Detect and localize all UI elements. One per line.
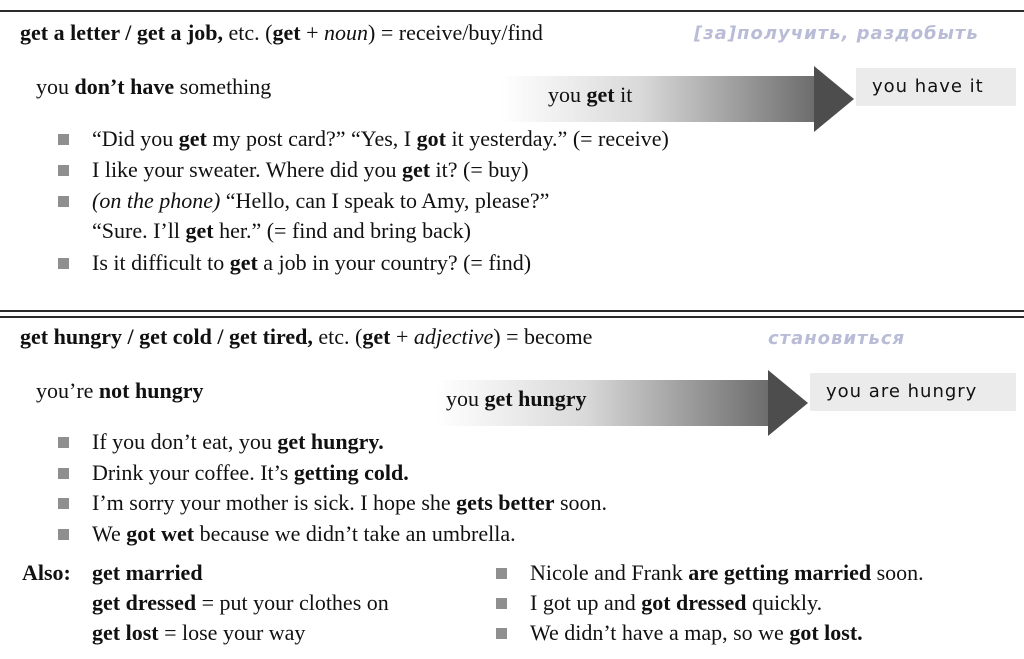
section1-before-state: you don’t have something — [36, 74, 272, 99]
section1-example-3-reply: “Sure. I’ll get her.” (= find and bring back) — [92, 218, 471, 243]
section-divider-1 — [0, 310, 1024, 312]
bullet-icon — [58, 498, 69, 509]
section1-result: you have it — [856, 68, 1016, 106]
section1-russian-note: [за]получить, раздобыть — [694, 23, 979, 44]
also-example-3: We didn’t have a map, so we got lost. — [530, 620, 863, 645]
also-phrase-3: get lost = lose your way — [92, 620, 306, 645]
also-example-1: Nicole and Frank are getting married soon. — [530, 560, 924, 585]
section2-result: you are hungry — [810, 373, 1016, 411]
bullet-icon — [58, 165, 69, 176]
section2-russian-note: становиться — [768, 328, 906, 349]
top-rule — [0, 10, 1024, 12]
bullet-icon — [58, 468, 69, 479]
bullet-icon — [496, 598, 507, 609]
section-divider-2 — [0, 316, 1024, 318]
bullet-icon — [58, 437, 69, 448]
section2-before-state: you’re not hungry — [36, 378, 204, 403]
also-label: Also: — [22, 560, 71, 585]
bullet-icon — [58, 258, 69, 269]
section2-example-4: We got wet because we didn’t take an umbrella. — [92, 521, 516, 546]
section2-example-2: Drink your coffee. It’s getting cold. — [92, 460, 409, 485]
bullet-icon — [58, 196, 69, 207]
also-phrase-1: get married — [92, 560, 203, 585]
section1-example-1: “Did you get my post card?” “Yes, I got it yesterday.” (= receive) — [92, 126, 669, 151]
bullet-icon — [496, 628, 507, 639]
section1-arrow — [500, 76, 854, 122]
section1-arrow-label: you get it — [548, 82, 633, 107]
arrow-head-icon — [814, 66, 854, 132]
bullet-icon — [496, 568, 507, 579]
section2-example-1: If you don’t eat, you get hungry. — [92, 429, 384, 454]
section2-arrow-label: you get hungry — [446, 386, 587, 411]
section1-example-4: Is it difficult to get a job in your country? (= find) — [92, 250, 532, 275]
also-phrase-2: get dressed = put your clothes on — [92, 590, 389, 615]
section1-example-2: I like your sweater. Where did you get it? (= buy) — [92, 157, 529, 182]
arrow-head-icon — [768, 370, 808, 436]
also-example-2: I got up and got dressed quickly. — [530, 590, 823, 615]
section1-heading: get a letter / get a job, etc. (get + noun) = receive/buy/find — [20, 20, 543, 45]
section2-heading: get hungry / get cold / get tired, etc. (get + adjective) = become — [20, 324, 593, 349]
section2-example-3: I’m sorry your mother is sick. I hope she gets better soon. — [92, 490, 608, 515]
section1-example-3: (on the phone) “Hello, can I speak to Amy, please?” — [92, 188, 550, 213]
bullet-icon — [58, 529, 69, 540]
bullet-icon — [58, 134, 69, 145]
section2-arrow — [436, 380, 808, 426]
